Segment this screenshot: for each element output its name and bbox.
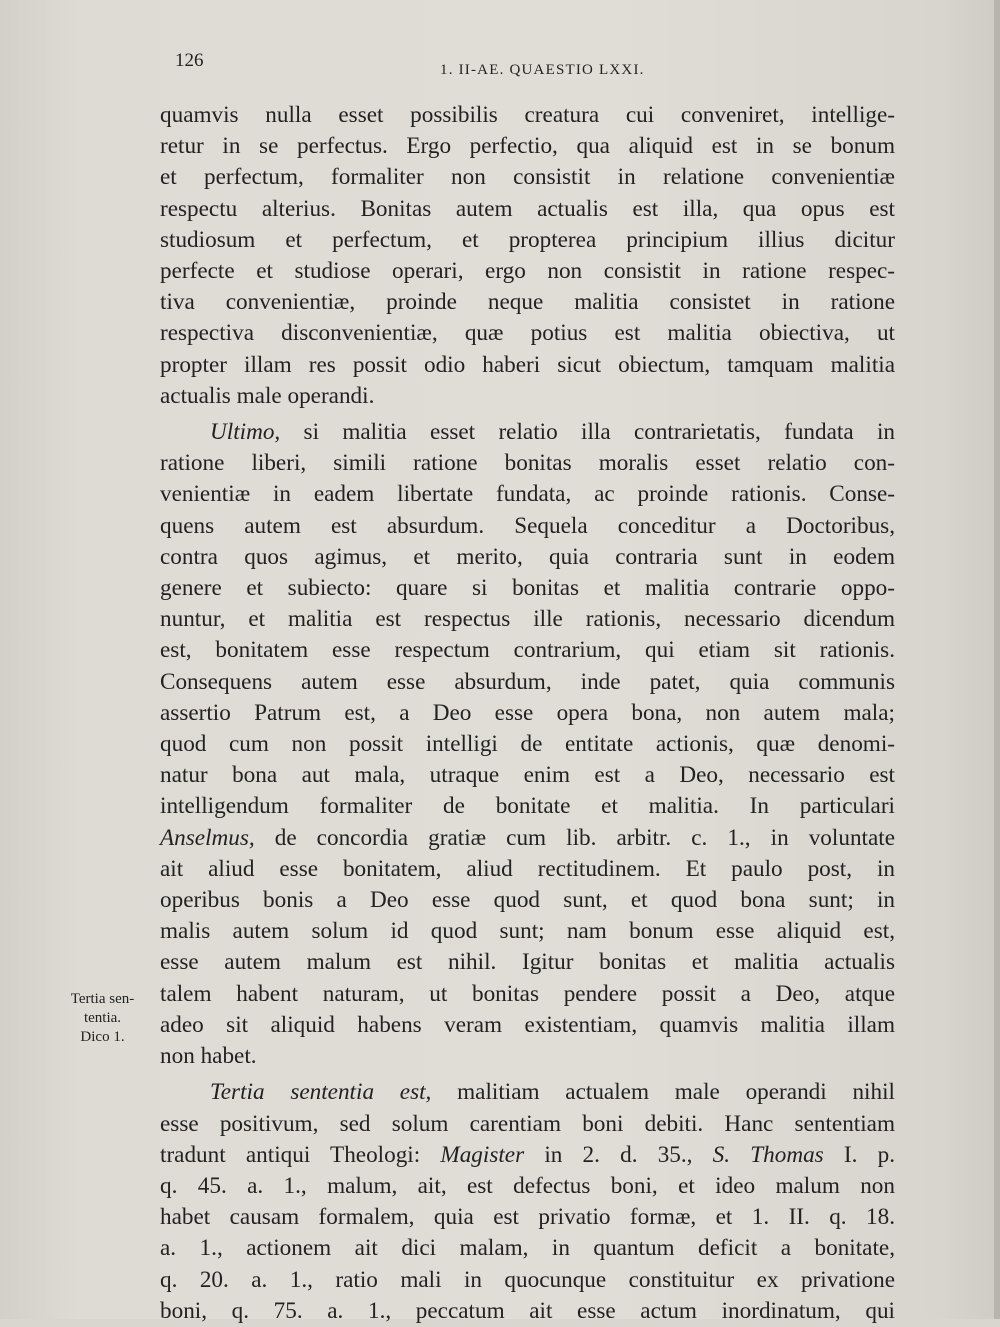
- text-line: esse positivum, sed solum carentiam boni debiti. Hanc sententiam: [160, 1110, 895, 1137]
- paragraph-1: [160, 100, 895, 412]
- text-line: natur bona aut mala, utraque enim est a Deo, necessario est: [160, 762, 895, 789]
- text-line: q. 20. a. 1., ratio mali in quocunque constituitur ex privatione: [160, 1266, 895, 1293]
- page-header: [0, 50, 1000, 90]
- text-fragment: malitiam actualem male operandi nihil: [431, 1079, 895, 1106]
- text-line: [160, 1077, 895, 1108]
- text-line: propter illam res possit odio haberi sicut obiectum, tamquam malitia: [160, 351, 895, 378]
- text-line: quod cum non possit intelligi de entitate actionis, quæ denomi-: [160, 731, 895, 758]
- text-line: q. 45. a. 1., malum, ait, est defectus boni, et ideo malum non: [160, 1172, 895, 1199]
- text-line: adeo sit aliquid habens veram existentiam, quamvis malitia illam: [160, 1011, 895, 1038]
- italic-word: Ultimo,: [210, 419, 281, 446]
- italic-name: Anselmus,: [160, 824, 255, 851]
- text-line: nuntur, et malitia est respectus ille rationis, necessario dicendum: [160, 606, 895, 633]
- text-line: ait aliud esse bonitatem, aliud rectitudinem. Et paulo post, in: [160, 855, 895, 882]
- text-line: operibus bonis a Deo esse quod sunt, et quod bona sunt; in: [160, 887, 895, 914]
- text-line: quens autem est absurdum. Sequela conceditur a Doctoribus,: [160, 512, 895, 539]
- text-line: respectiva disconvenientiæ, quæ potius est malitia obiectiva, ut: [160, 320, 895, 347]
- text-line: retur in se perfectus. Ergo perfectio, qua aliquid est in se bonum: [160, 133, 895, 160]
- text-line: quamvis nulla esset possibilis creatura cui conveniret, intellige-: [160, 102, 895, 128]
- text-fragment: de concordia gratiæ cum lib. arbitr. c. 1., in voluntate: [254, 824, 895, 851]
- text-line: malis autem solum id quod sunt; nam bonum esse aliquid est,: [160, 918, 895, 945]
- text-line: est, bonitatem esse respectum contrarium, qui etiam sit rationis.: [160, 637, 895, 664]
- text-line: Consequens autem esse absurdum, inde patet, quia communis: [160, 668, 895, 695]
- text-line: non habet.: [160, 1043, 257, 1070]
- italic-phrase: Tertia sententia est,: [210, 1079, 432, 1106]
- paragraph-3: [160, 1077, 895, 1327]
- text-line: [160, 823, 895, 854]
- margin-note-line: tentia.: [83, 1010, 122, 1026]
- text-line: tiva convenientiæ, proinde neque malitia consistet in ratione: [160, 289, 895, 316]
- text-fragment: I. p.: [823, 1141, 895, 1168]
- text-line: studiosum et perfectum, et propterea principium illius dicitur: [160, 226, 895, 253]
- text-fragment: tradunt antiqui Theologi:: [160, 1141, 441, 1168]
- text-line: actualis male operandi.: [160, 382, 375, 409]
- italic-name: S. Thomas: [712, 1141, 824, 1168]
- margin-note-line: Tertia sen-: [70, 991, 135, 1007]
- text-line: [160, 417, 895, 448]
- page-number: 126: [175, 50, 204, 71]
- text-line: respectu alterius. Bonitas autem actualis est illa, qua opus est: [160, 195, 895, 222]
- text-line: perfecte et studiose operari, ergo non consistit in ratione respec-: [160, 258, 895, 285]
- italic-name: Magister: [440, 1141, 525, 1168]
- text-line: ratione liberi, simili ratione bonitas moralis esset relatio con-: [160, 450, 895, 477]
- text-line: genere et subiecto: quare si bonitas et malitia contrarie oppo-: [160, 575, 895, 602]
- text-line: a. 1., actionem ait dici malam, in quantum deficit a bonitate,: [160, 1235, 895, 1262]
- margin-note-line: Dico 1.: [80, 1029, 125, 1045]
- text-fragment: in 2. d. 35.,: [524, 1141, 713, 1168]
- text-fragment: si malitia esset relatio illa contrarietatis, fundata in: [280, 419, 895, 446]
- text-line: talem habent naturam, ut bonitas pendere possit a Deo, atque: [160, 980, 895, 1007]
- margin-note: [55, 990, 150, 1047]
- body-text: [160, 100, 895, 1327]
- text-line: assertio Patrum est, a Deo esse opera bona, non autem mala;: [160, 699, 895, 726]
- text-line: intelligendum formaliter de bonitate et malitia. In particulari: [160, 793, 895, 820]
- text-line: habet causam formalem, quia est privatio formæ, et 1. II. q. 18.: [160, 1204, 895, 1231]
- text-line: [160, 1140, 895, 1171]
- text-line: et perfectum, formaliter non consistit in relatione convenientiæ: [160, 164, 895, 191]
- text-line: boni, q. 75. a. 1., peccatum ait esse actum inordinatum, qui: [160, 1297, 895, 1324]
- text-line: esse autem malum est nihil. Igitur bonitas et malitia actualis: [160, 949, 895, 976]
- text-line: venientiæ in eadem libertate fundata, ac proinde rationis. Conse-: [160, 481, 895, 508]
- paragraph-2: [160, 417, 895, 1072]
- text-line: contra quos agimus, et merito, quia contraria sunt in eodem: [160, 543, 895, 570]
- running-head: 1. II-AE. QUAESTIO LXXI.: [440, 62, 645, 78]
